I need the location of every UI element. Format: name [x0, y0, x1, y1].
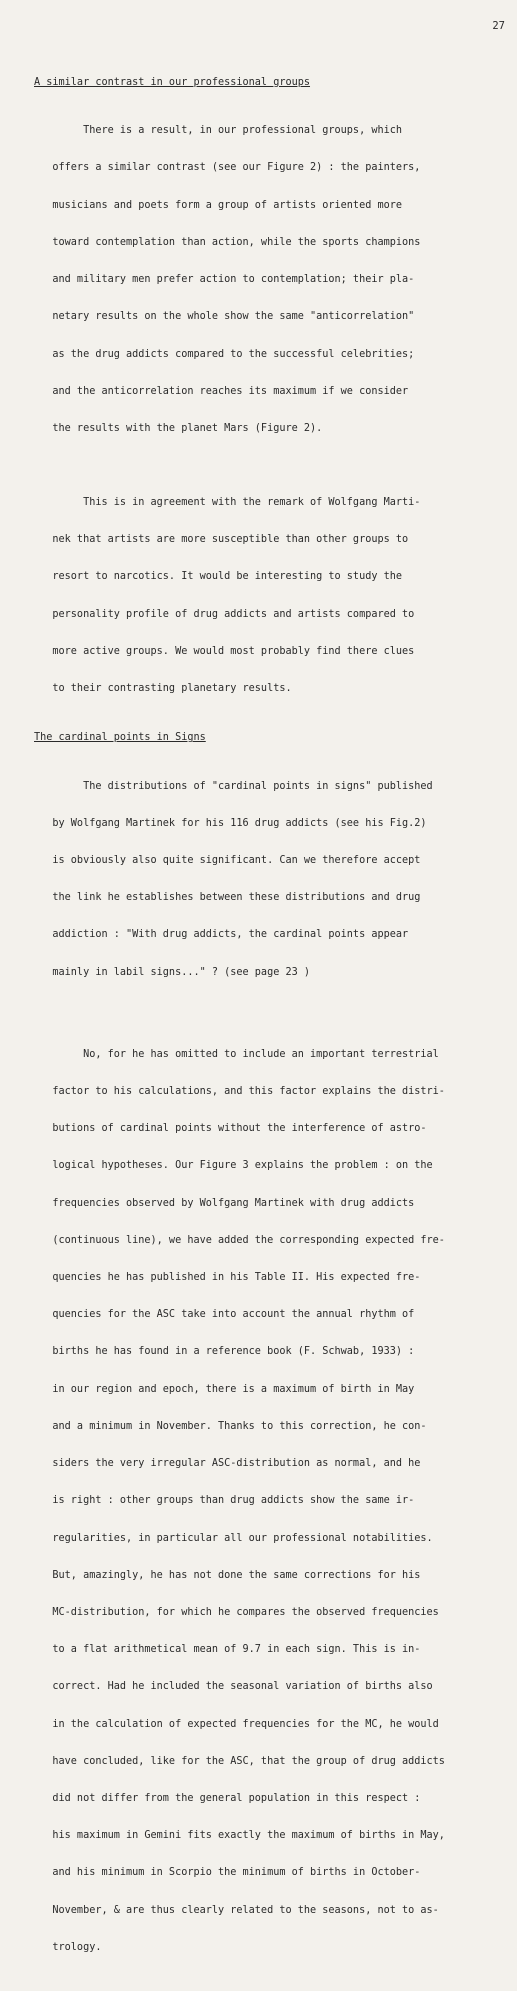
text-line: regularities, in particular all our professional notabilities. — [34, 1532, 433, 1544]
text-line: trology. — [34, 1941, 102, 1953]
text-line: and military men prefer action to contemplation; their pla- — [34, 274, 415, 286]
section-heading-cardinal-points: The cardinal points in Signs — [34, 732, 206, 744]
text-line: MC-distribution, for which he compares the observed frequencies — [34, 1606, 439, 1618]
text-line: But, amazingly, he has not done the same corrections for his — [34, 1569, 421, 1581]
text-line: in our region and epoch, there is a maximum of birth in May — [34, 1383, 415, 1395]
text-line: nek that artists are more susceptible than other groups to — [34, 534, 409, 546]
text-line: to a flat arithmetical mean of 9.7 in each sign. This is in- — [34, 1644, 421, 1656]
text-line: offers a similar contrast (see our Figure 2) : the painters, — [34, 162, 421, 174]
text-line: November, & are thus clearly related to the seasons, not to as- — [34, 1904, 439, 1916]
text-line: did not differ from the general population in this respect : — [34, 1793, 421, 1805]
text-line: as the drug addicts compared to the successful celebrities; — [34, 348, 415, 360]
text-line: butions of cardinal points without the interference of astro- — [34, 1123, 427, 1135]
text-line: There is a result, in our professional groups, which — [34, 125, 403, 137]
text-line: factor to his calculations, and this factor explains the distri- — [34, 1085, 445, 1097]
text-line: and the anticorrelation reaches its maximum if we consider — [34, 385, 409, 397]
text-line: logical hypotheses. Our Figure 3 explains the problem : on the — [34, 1160, 433, 1172]
section-heading-professional-groups: A similar contrast in our professional groups — [34, 77, 311, 88]
text-line: the results with the planet Mars (Figure 2). — [34, 422, 323, 434]
text-line: is obviously also quite significant. Can we therefore accept — [34, 854, 421, 866]
text-line: musicians and poets form a group of artists oriented more — [34, 199, 403, 211]
text-line: The distributions of "cardinal points in signs" published — [34, 780, 433, 792]
text-line: This is in agreement with the remark of Wolfgang Marti- — [34, 497, 421, 508]
paragraph-cardinal-1 — [34, 756, 508, 1004]
text-line: more active groups. We would most probably find there clues — [34, 645, 415, 657]
text-line: to their contrasting planetary results. — [34, 683, 292, 695]
paragraph-cardinal-2 — [34, 1024, 508, 1979]
text-line: No, for he has omitted to include an important terrestrial — [34, 1048, 439, 1060]
text-line: personality profile of drug addicts and artists compared to — [34, 608, 415, 620]
text-line: the link he establishes between these distributions and drug — [34, 892, 421, 904]
text-line: siders the very irregular ASC-distribution as normal, and he — [34, 1458, 421, 1470]
text-line: (continuous line), we have added the corresponding expected fre- — [34, 1234, 445, 1246]
text-line: by Wolfgang Martinek for his 116 drug addicts (see his Fig.2) — [34, 817, 427, 829]
text-line: toward contemplation than action, while the sports champions — [34, 236, 421, 248]
text-line: is right : other groups than drug addicts show the same ir- — [34, 1495, 415, 1507]
paragraph-professional-1 — [34, 100, 508, 460]
text-line: addiction : "With drug addicts, the cardinal points appear — [34, 929, 409, 941]
text-line: and his minimum in Scorpio the minimum of births in October- — [34, 1867, 421, 1879]
text-line: netary results on the whole show the same "anticorrelation" — [34, 311, 415, 323]
text-line: in the calculation of expected frequencies for the MC, he would — [34, 1718, 439, 1730]
text-line: births he has found in a reference book (F. Schwab, 1933) : — [34, 1346, 415, 1358]
text-line: resort to narcotics. It would be interesting to study the — [34, 571, 403, 583]
text-line: his maximum in Gemini fits exactly the maximum of births in May, — [34, 1830, 445, 1842]
page-content — [34, 77, 508, 1991]
page-number: 27 — [492, 20, 505, 32]
text-line: have concluded, like for the ASC, that the group of drug addicts — [34, 1755, 445, 1767]
paragraph-professional-2 — [34, 472, 508, 720]
text-line: and a minimum in November. Thanks to this correction, he con- — [34, 1420, 427, 1432]
text-line: quencies for the ASC take into account the annual rhythm of — [34, 1309, 415, 1321]
text-line: mainly in labil signs..." ? (see page 23 ) — [34, 966, 311, 978]
text-line: correct. Had he included the seasonal variation of births also — [34, 1681, 433, 1693]
text-line: frequencies observed by Wolfgang Martinek with drug addicts — [34, 1197, 415, 1209]
text-line: quencies he has published in his Table II. His expected fre- — [34, 1271, 421, 1283]
